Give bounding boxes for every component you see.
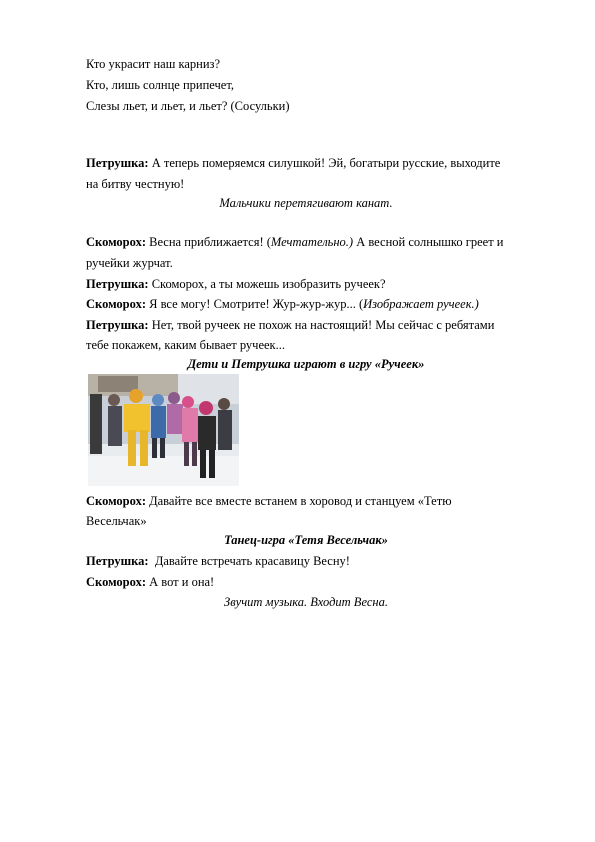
dialogue-line-cont: тебе покажем, каким бывает ручеек... (86, 338, 286, 352)
speaker-name: Скоморох: (86, 494, 146, 508)
riddle-line-1: Кто украсит наш карниз? (86, 57, 221, 71)
dialogue-text: А теперь померяемся силушкой! Эй, богатыри русские, выходите (148, 156, 501, 170)
dialogue-text: Давайте встречать красавицу Весну! (148, 554, 350, 568)
dialogue-line (86, 297, 479, 312)
dialogue-line (86, 575, 214, 590)
children-playing-photo (88, 374, 239, 486)
riddle-line-3: Слезы льет, и льет, и льет? (Сосульки) (86, 99, 290, 113)
dialogue-text: А весной солнышко греет и (353, 235, 504, 249)
dialogue-line-cont: на битву честную! (86, 177, 185, 191)
speaker-name: Петрушка: (86, 318, 149, 332)
speaker-name: Петрушка: (86, 277, 149, 291)
speaker-name: Петрушка: (86, 554, 149, 568)
dialogue-text: Я все могу! Смотрите! Жур-жур-жур... ( (145, 297, 364, 311)
stage-direction: Мальчики перетягивают канат. (219, 196, 393, 210)
dialogue-line (86, 554, 350, 569)
dialogue-line (86, 318, 494, 333)
dialogue-text: Весна приближается! ( (145, 235, 271, 249)
dialogue-text: Давайте все вместе встанем в хоровод и станцуем «Тетю (145, 494, 452, 508)
stage-remark: Изображает ручеек.) (363, 297, 479, 311)
dialogue-line (86, 156, 500, 171)
dialogue-text: А вот и она! (145, 575, 215, 589)
stage-direction: Звучит музыка. Входит Весна. (224, 595, 388, 609)
stage-remark: Мечтательно.) (270, 235, 354, 249)
stage-direction: Дети и Петрушка играют в игру «Ручеек» (187, 357, 425, 371)
speaker-name: Скоморох: (86, 235, 146, 249)
speaker-name: Петрушка: (86, 156, 149, 170)
speaker-name: Скоморох: (86, 575, 146, 589)
stage-direction: Танец-игра «Тетя Весельчак» (224, 533, 388, 547)
speaker-name: Скоморох: (86, 297, 146, 311)
dialogue-line (86, 277, 386, 292)
dialogue-text: Нет, твой ручеек не похож на настоящий! Мы сейчас с ребятами (148, 318, 495, 332)
dialogue-text: Скоморох, а ты можешь изобразить ручеек? (148, 277, 386, 291)
dialogue-line (86, 494, 452, 509)
dialogue-line (86, 235, 504, 250)
dialogue-line-cont: Весельчак» (86, 514, 147, 528)
dialogue-line-cont: ручейки журчат. (86, 256, 173, 270)
riddle-line-2: Кто, лишь солнце припечет, (86, 78, 234, 92)
